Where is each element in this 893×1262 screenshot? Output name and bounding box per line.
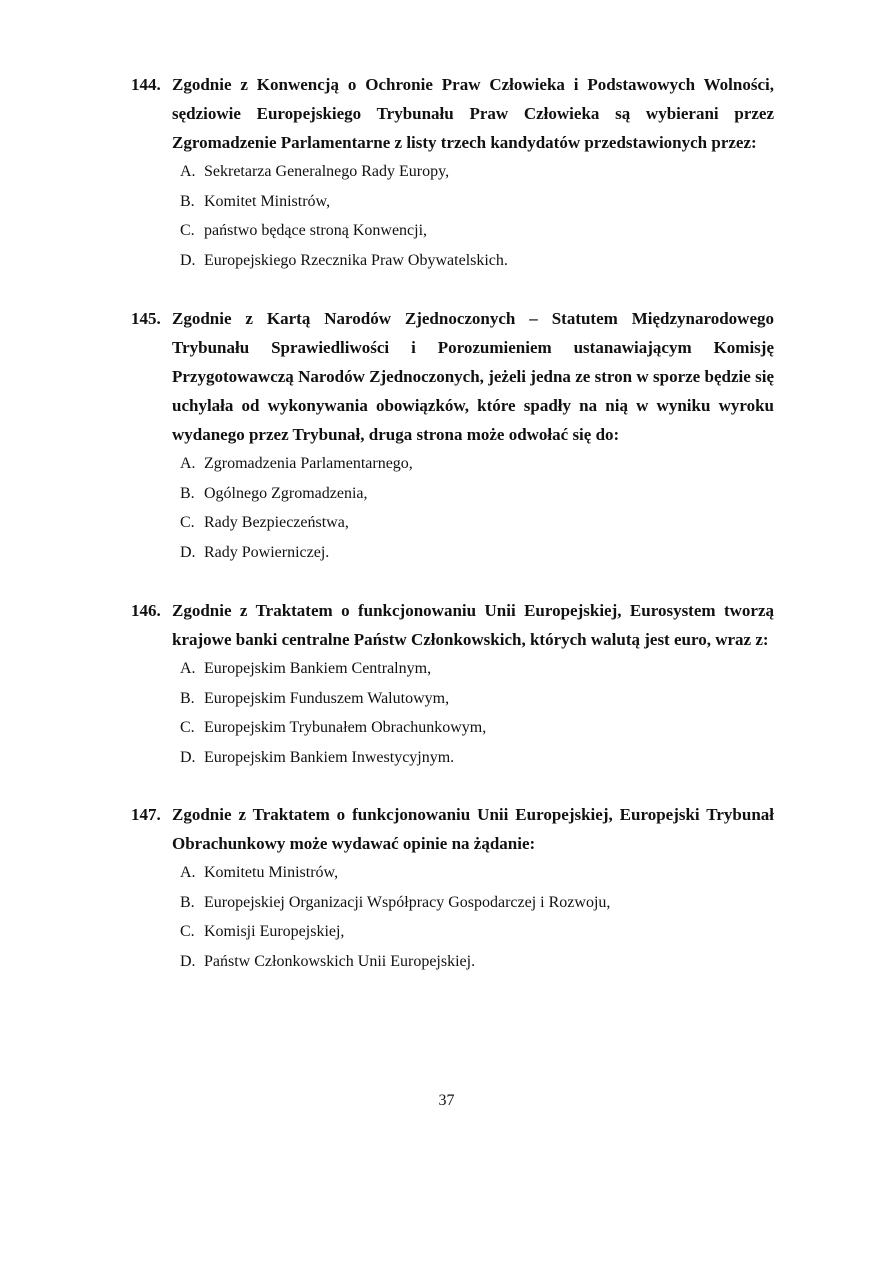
option-text: Europejskiej Organizacji Współpracy Gospodarczej i Rozwoju, — [204, 893, 611, 911]
option-letter: B. — [180, 484, 195, 502]
option-letter: C. — [180, 514, 195, 531]
question-number: 144. — [131, 75, 161, 94]
question-stem — [131, 70, 774, 157]
answer-option-a — [180, 157, 774, 187]
option-letter: A. — [180, 660, 196, 677]
option-letter: D. — [180, 748, 196, 766]
answer-option-b — [180, 479, 774, 509]
option-text: Europejskim Bankiem Centralnym, — [204, 660, 432, 677]
option-text: Rady Bezpieczeństwa, — [204, 514, 349, 531]
answer-option-c — [180, 917, 774, 947]
option-letter: B. — [180, 192, 195, 210]
answer-option-d — [180, 246, 774, 276]
answer-options — [131, 449, 774, 567]
answer-options — [131, 157, 774, 275]
option-text: Sekretarza Generalnego Rady Europy, — [204, 163, 450, 180]
question-text: Zgodnie z Konwencją o Ochronie Praw Człowieka i Podstawowych Wolności, sędziowie Europejskiego Trybunału Praw Człowieka są wybierani przez Zgromadzenie Parlamentarne z listy trzech kandydatów przedstawionych przez: — [172, 75, 774, 152]
question-text: Zgodnie z Traktatem o funkcjonowaniu Unii Europejskiej, Europejski Trybunał Obrachunkowy może wydawać opinie na żądanie: — [172, 805, 774, 853]
answer-option-d — [180, 743, 774, 773]
option-text: Europejskim Trybunałem Obrachunkowym, — [204, 719, 487, 736]
option-text: Komitetu Ministrów, — [204, 864, 339, 881]
question-stem — [131, 304, 774, 449]
answer-options — [131, 654, 774, 772]
answer-options — [131, 858, 774, 976]
question-text: Zgodnie z Traktatem o funkcjonowaniu Unii Europejskiej, Eurosystem tworzą krajowe banki centralne Państw Członkowskich, których walutą jest euro, wraz z: — [172, 601, 774, 649]
answer-option-c — [180, 508, 774, 538]
option-text: Europejskiego Rzecznika Praw Obywatelskich. — [204, 251, 508, 269]
option-text: Rady Powierniczej. — [204, 543, 330, 561]
option-text: państwo będące stroną Konwencji, — [204, 222, 428, 239]
answer-option-d — [180, 538, 774, 568]
question-144 — [131, 70, 774, 275]
option-letter: B. — [180, 689, 195, 707]
option-letter: D. — [180, 543, 196, 561]
option-letter: D. — [180, 251, 196, 269]
answer-option-a — [180, 449, 774, 479]
option-letter: B. — [180, 893, 195, 911]
option-letter: C. — [180, 923, 195, 940]
option-text: Komitet Ministrów, — [204, 192, 331, 210]
page-number: 37 — [438, 1092, 455, 1109]
answer-option-c — [180, 713, 774, 743]
option-letter: C. — [180, 222, 195, 239]
answer-option-b — [180, 187, 774, 217]
option-text: Zgromadzenia Parlamentarnego, — [204, 455, 413, 472]
question-number: 146. — [131, 601, 161, 620]
option-letter: C. — [180, 719, 195, 736]
question-number: 145. — [131, 309, 161, 328]
question-147 — [131, 800, 774, 976]
question-stem — [131, 596, 774, 654]
option-letter: D. — [180, 952, 196, 970]
answer-option-d — [180, 947, 774, 977]
question-stem — [131, 800, 774, 858]
option-letter: A. — [180, 163, 196, 180]
option-letter: A. — [180, 864, 196, 881]
answer-option-a — [180, 654, 774, 684]
option-text: Ogólnego Zgromadzenia, — [204, 484, 368, 502]
question-146 — [131, 596, 774, 772]
option-text: Europejskim Funduszem Walutowym, — [204, 689, 450, 707]
answer-option-b — [180, 684, 774, 714]
question-number: 147. — [131, 805, 161, 824]
answer-option-c — [180, 216, 774, 246]
answer-option-a — [180, 858, 774, 888]
answer-option-b — [180, 888, 774, 918]
question-145 — [131, 304, 774, 567]
option-text: Europejskim Bankiem Inwestycyjnym. — [204, 748, 455, 766]
option-text: Komisji Europejskiej, — [204, 923, 345, 940]
option-text: Państw Członkowskich Unii Europejskiej. — [204, 952, 476, 970]
option-letter: A. — [180, 455, 196, 472]
question-text: Zgodnie z Kartą Narodów Zjednoczonych – Statutem Międzynarodowego Trybunału Sprawiedliwości i Porozumieniem ustanawiającym Komisję Przygotowawczą Narodów Zjednoczonych, jeżeli jedna ze stron w sporze będzie się uchylała od wykonywania obowiązków, które spadły na nią w wyniku wyroku wydanego przez Trybunał, druga strona może odwołać się do: — [172, 309, 774, 444]
